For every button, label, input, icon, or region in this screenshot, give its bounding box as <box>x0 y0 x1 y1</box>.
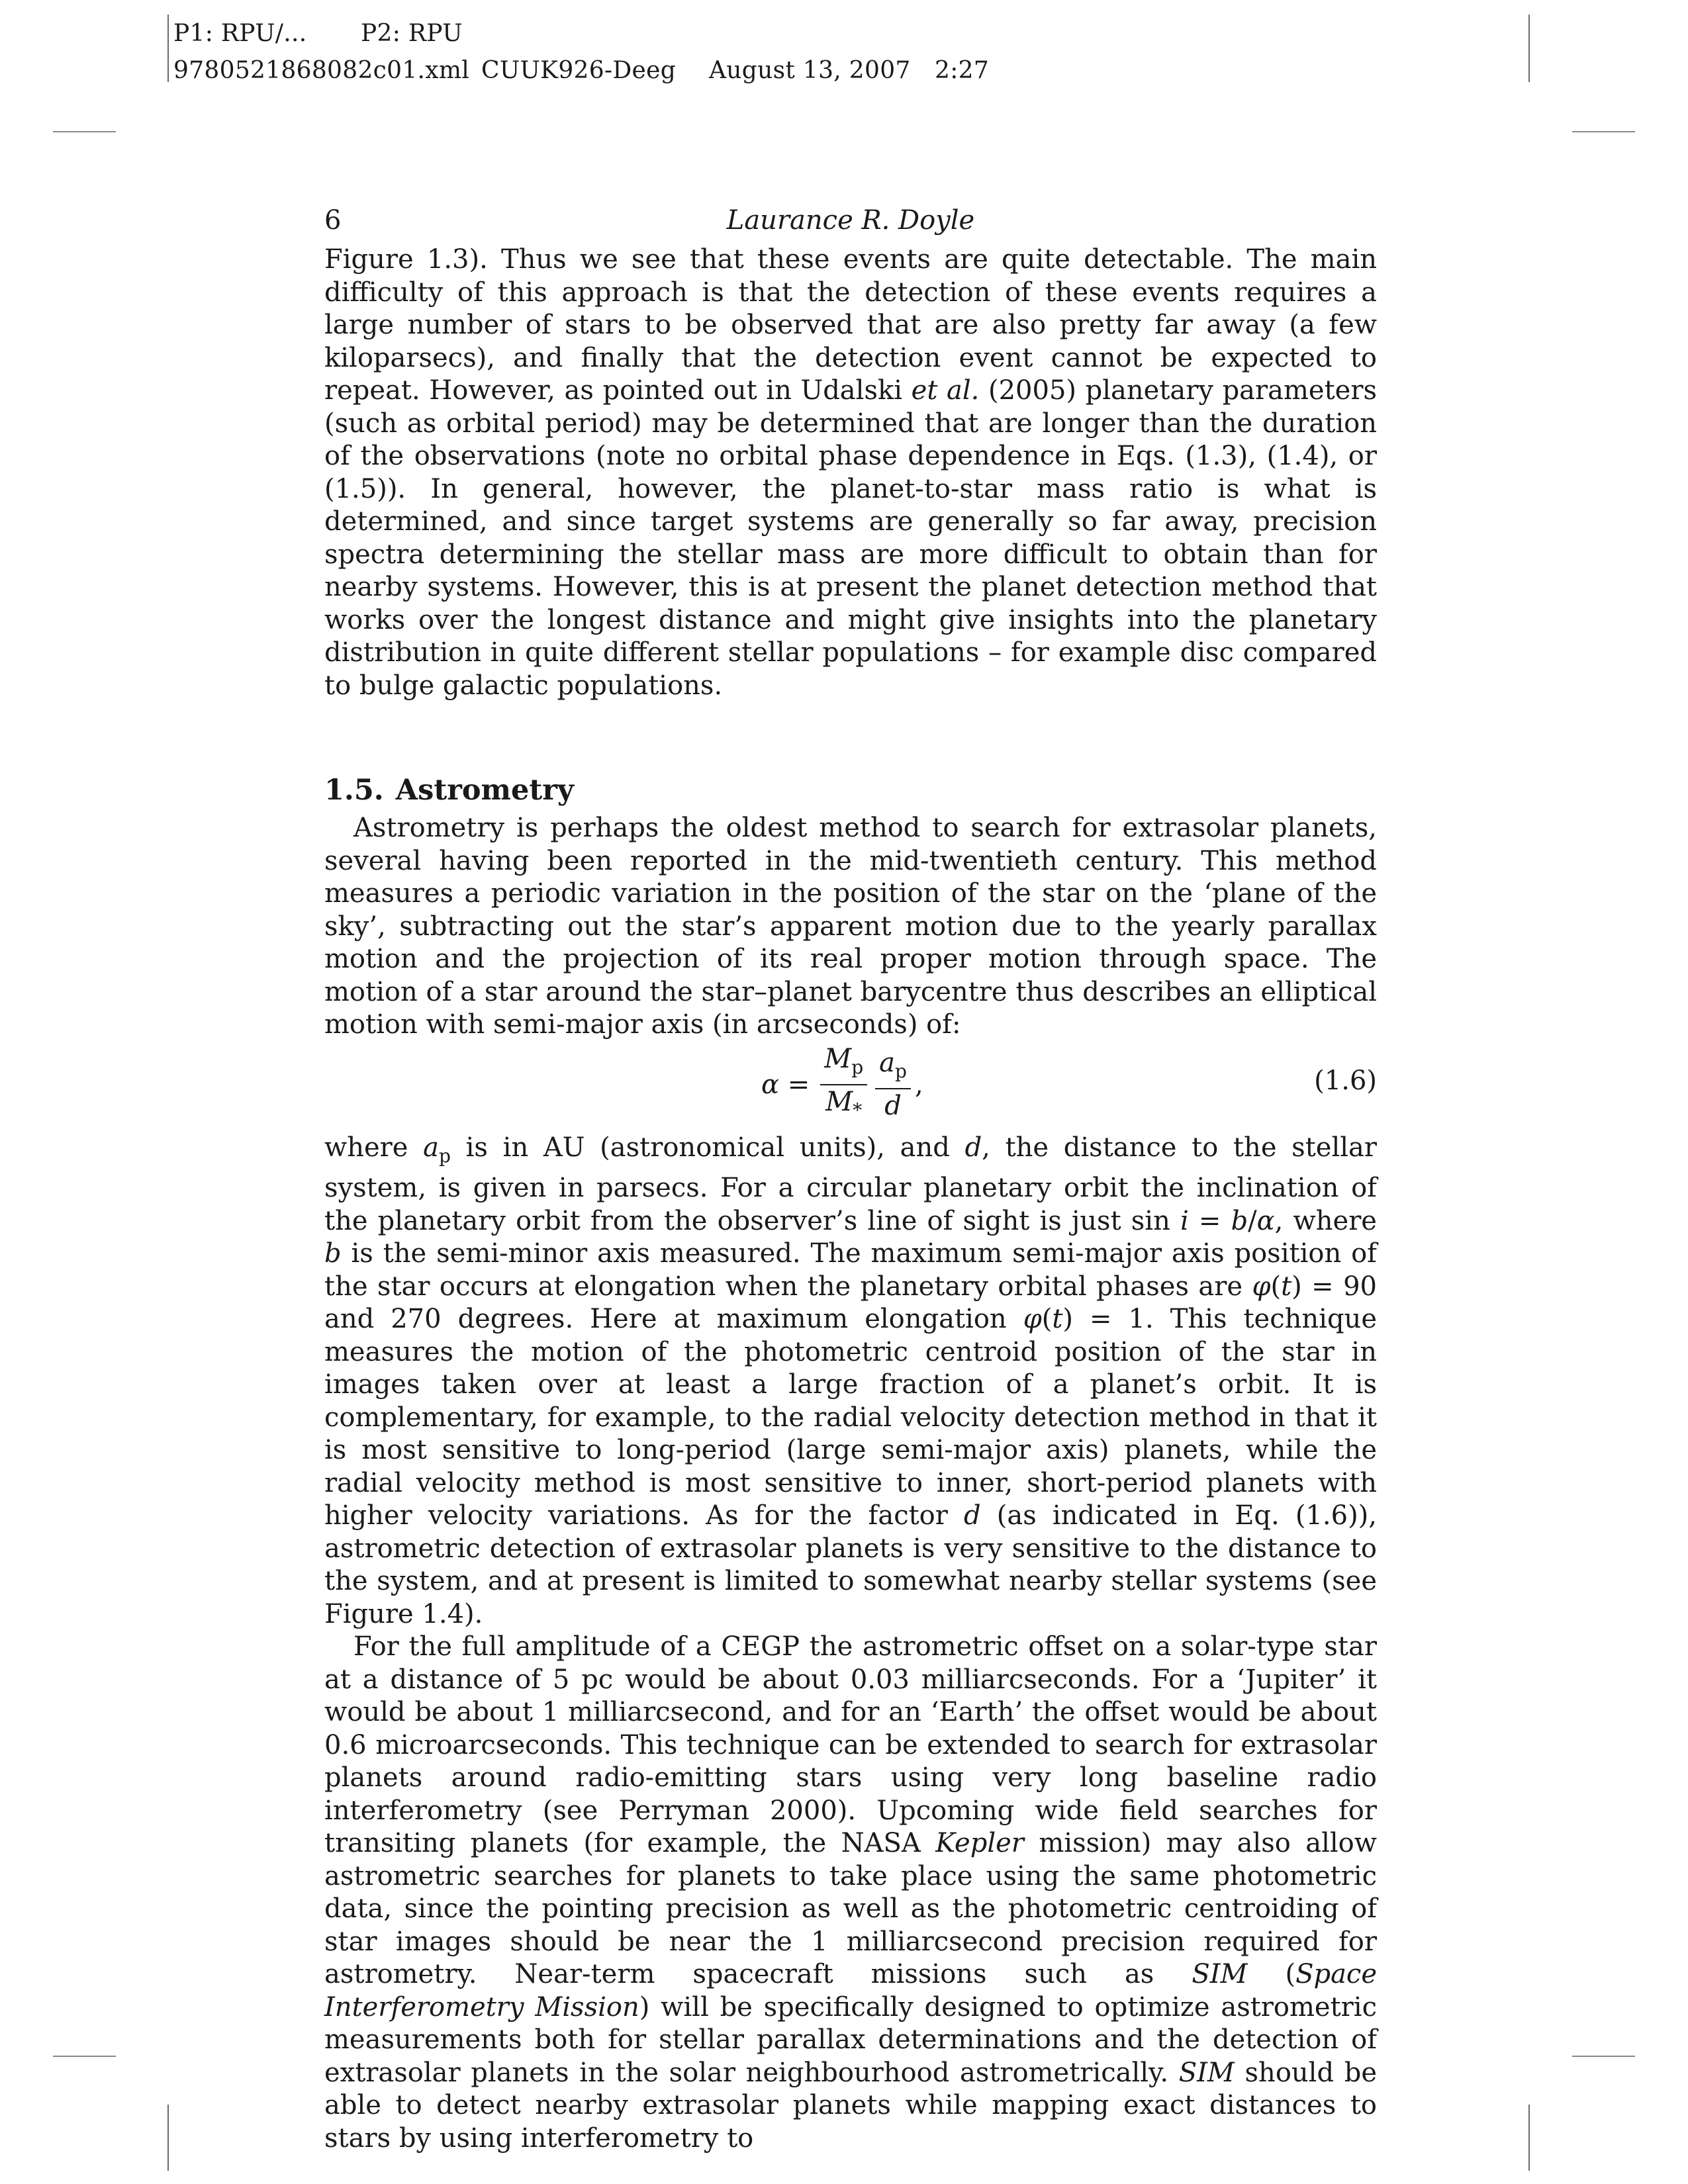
equation-body <box>761 1043 923 1121</box>
slug-filename: 9780521868082c01.xml <box>173 57 470 84</box>
page-number: 6 <box>324 205 342 236</box>
crop-mark-bottom-left-horizontal <box>53 2056 116 2057</box>
slug-job-code: CUUK926-Deeg <box>481 57 677 84</box>
paragraph-astrometry-intro: Astrometry is perhaps the oldest method to search for extrasolar planets, several having been reported in the mid-twentieth century. This method measures a periodic variation in the position of the star on the ‘plane of the sky’, subtracting out the star’s apparent motion due to the yearly parallax motion and the projection of its real proper motion through space. The motion of a star around the star–planet barycentre thus describes an elliptical motion with semi-major axis (in arcseconds) of: <box>324 813 1377 1040</box>
slug-date: August 13, 2007 <box>709 57 911 84</box>
paragraph-astrometry-details: where $a_p$ is in AU (astronomical units), and d, the distance to the stellar system, is given in parsecs. For a circular planetary orbit the inclination of the planetary orbit from the observer’s line of sight is just sin i = b/α, where b is the semi-minor axis measured. The maximum semi-major axis position of the star occurs at elongation when the planetary orbital phases are φ(t) = 90 and 270 degrees. Here at maximum elongation φ(t) = 1. This technique measures the motion of the photometric centroid position of the star in images taken over at least a large fraction of a planet’s orbit. It is complementary, for example, to the radial velocity detection method in that it is most sensitive to long-period (large semi-major axis) planets, while the radial velocity method is most sensitive to inner, short-period planets with higher velocity variations. As for the factor d (as indicated in Eq. (1.6)), astrometric detection of extrasolar planets is very sensitive to the distance to the system, and at present is limited to somewhat nearby stellar systems (see Figure 1.4). <box>324 1132 1378 1629</box>
page-body <box>324 199 1377 2155</box>
section-heading <box>324 774 1377 807</box>
equation-number: (1.6) <box>1314 1065 1377 1096</box>
paragraph-continued: Figure 1.3). Thus we see that these events are quite detectable. The main difficulty of this approach is that the detection of these events requires a large number of stars to be observed that are also pretty far away (a few kiloparsecs), and finally that the detection event cannot be expected to repeat. However, as pointed out in Udalski et al. (2005) planetary parameters (such as orbital period) may be determined that are longer than the duration of the observations (note no orbital phase dependence in Eqs. (1.3), (1.4), or (1.5)). In general, however, the planet-to-star mass ratio is what is determined, and since target systems are generally so far away, precision spectra determining the stellar mass are more difficult to obtain than for nearby systems. However, this is at present the planet detection method that works over the longest distance and might give insights into the planetary distribution in quite different stellar populations – for example disc compared to bulge galactic populations. <box>324 244 1377 701</box>
slug-p1: P1: RPU/... <box>173 20 307 47</box>
mass-ratio-fraction: $\frac{M_p}{M_*}$ <box>820 1044 867 1126</box>
crop-mark-top-left-horizontal <box>53 131 116 132</box>
crop-mark-top-left-vertical <box>167 15 169 82</box>
crop-mark-bottom-right-vertical <box>1528 2105 1530 2171</box>
crop-mark-bottom-right-horizontal <box>1572 2056 1635 2057</box>
section-number: 1.5. <box>324 774 384 807</box>
running-head-author: Laurance R. Doyle <box>726 205 975 236</box>
crop-mark-top-right-horizontal <box>1572 131 1635 132</box>
paragraph-cegp-offsets: For the full amplitude of a CEGP the astrometric offset on a solar-type star at a distance of 5 pc would be about 0.03 milliarcseconds. For a ‘Jupiter’ it would be about 1 milliarcsecond, and for an ‘Earth’ the offset would be about 0.6 microarcseconds. This technique can be extended to search for extrasolar planets around radio-emitting stars using very long baseline radio interferometry (see Perryman 2000). Upcoming wide field searches for transiting planets (for example, the NASA Kepler mission) may also allow astrometric searches for planets to take place using the same photometric data, since the pointing precision as well as the photometric centroiding of star images should be near the 1 milliarcsecond precision required for astrometry. Near-term spacecraft missions such as SIM (Space Interferometry Mission) will be specifically designed to optimize astrometric measurements both for stellar parallax determinations and the detection of extrasolar planets in the solar neighbourhood astrometrically. SIM should be able to detect nearby extrasolar planets while mapping exact distances to stars by using interferometry to <box>324 1631 1377 2154</box>
slug-time: 2:27 <box>935 57 990 84</box>
slug-p2: P2: RPU <box>361 20 463 47</box>
crop-mark-bottom-left-vertical <box>167 2105 169 2171</box>
equation-lhs: α = <box>761 1069 810 1100</box>
distance-ratio-fraction: $\frac{a_p}{d}$ <box>875 1048 911 1121</box>
section-title: Astrometry <box>395 774 574 807</box>
running-head <box>324 199 1377 238</box>
crop-mark-top-right-vertical <box>1528 15 1530 82</box>
equation-comma: , <box>914 1069 923 1100</box>
equation-1-6 <box>324 1043 1377 1129</box>
